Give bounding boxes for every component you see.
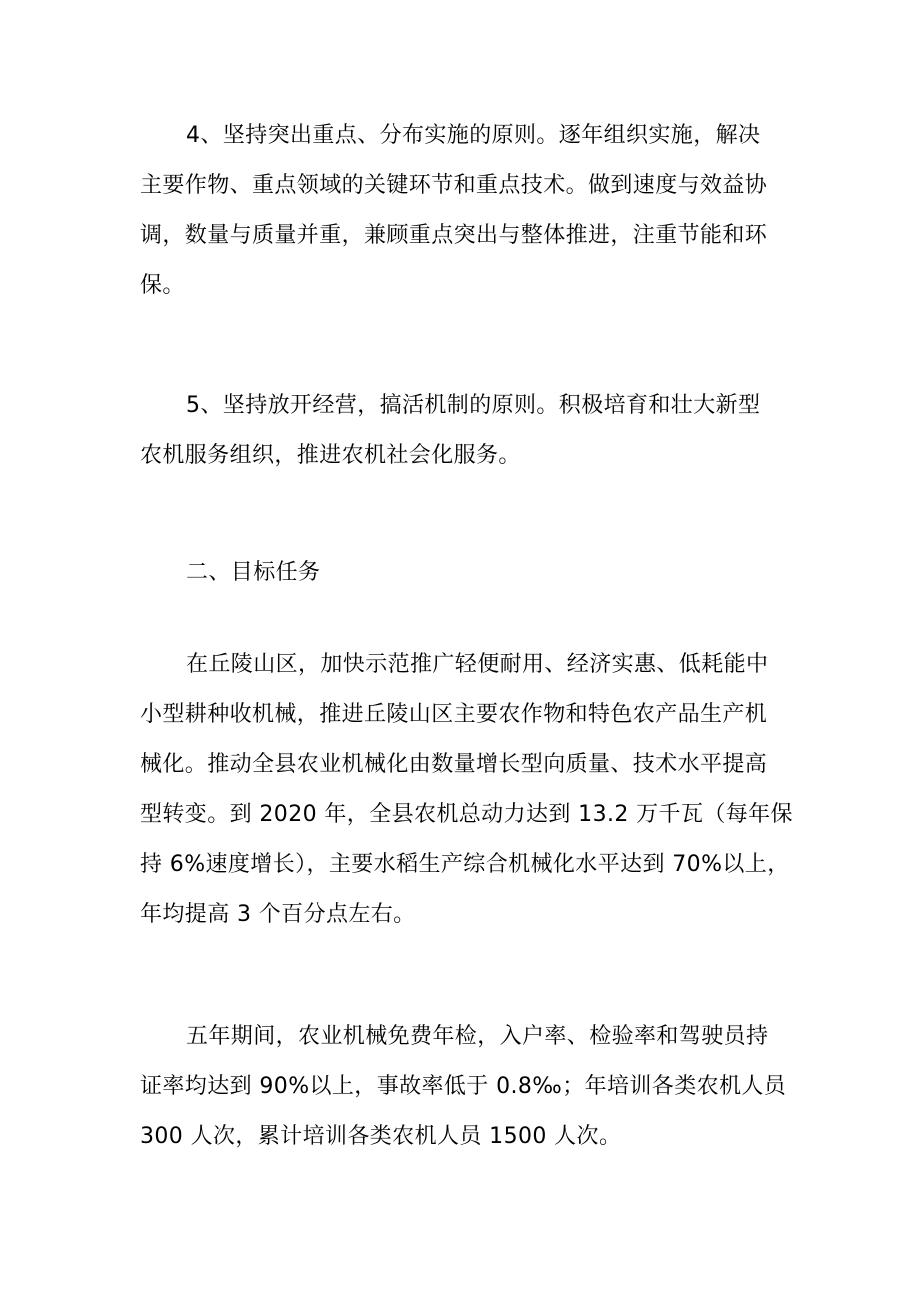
text-line: 械化。推动全县农业机械化由数量增长型向质量、技术水平提高 <box>140 752 768 777</box>
text-line: 持 6%速度增长），主要水稻生产综合机械化水平达到 70%以上， <box>140 852 790 877</box>
text-line: 保。 <box>140 273 185 298</box>
text-line: 五年期间，农业机械免费年检，入户率、检验率和驾驶员持 <box>186 1024 769 1049</box>
text-line: 主要作物、重点领域的关键环节和重点技术。做到速度与效益协 <box>140 173 768 198</box>
text-line: 型转变。到 2020 年，全县农机总动力达到 13.2 万千瓦（每年保 <box>140 802 793 827</box>
text-line: 在丘陵山区，加快示范推广轻便耐用、经济实惠、低耗能中 <box>186 652 769 677</box>
text-line: 5、坚持放开经营，搞活机制的原则。积极培育和壮大新型 <box>186 393 761 418</box>
paragraph-target-hilly <box>140 640 800 940</box>
paragraph-target-five-year <box>140 1012 800 1162</box>
text-line: 300 人次，累计培训各类农机人员 1500 人次。 <box>140 1124 622 1149</box>
section-heading <box>140 548 800 598</box>
text-line: 调，数量与质量并重，兼顾重点突出与整体推进，注重节能和环 <box>140 223 768 248</box>
text-line: 4、坚持突出重点、分布实施的原则。逐年组织实施，解决 <box>186 123 761 148</box>
text-line: 证率均达到 90%以上，事故率低于 0.8‰；年培训各类农机人员 <box>140 1074 787 1099</box>
text-line: 农机服务组织，推进农机社会化服务。 <box>140 443 521 468</box>
paragraph-principle-5 <box>140 381 800 481</box>
paragraph-principle-4 <box>140 111 800 311</box>
heading-text: 二、目标任务 <box>186 560 321 585</box>
text-line: 小型耕种收机械，推进丘陵山区主要农作物和特色农产品生产机 <box>140 702 768 727</box>
text-line: 年均提高 3 个百分点左右。 <box>140 902 416 927</box>
